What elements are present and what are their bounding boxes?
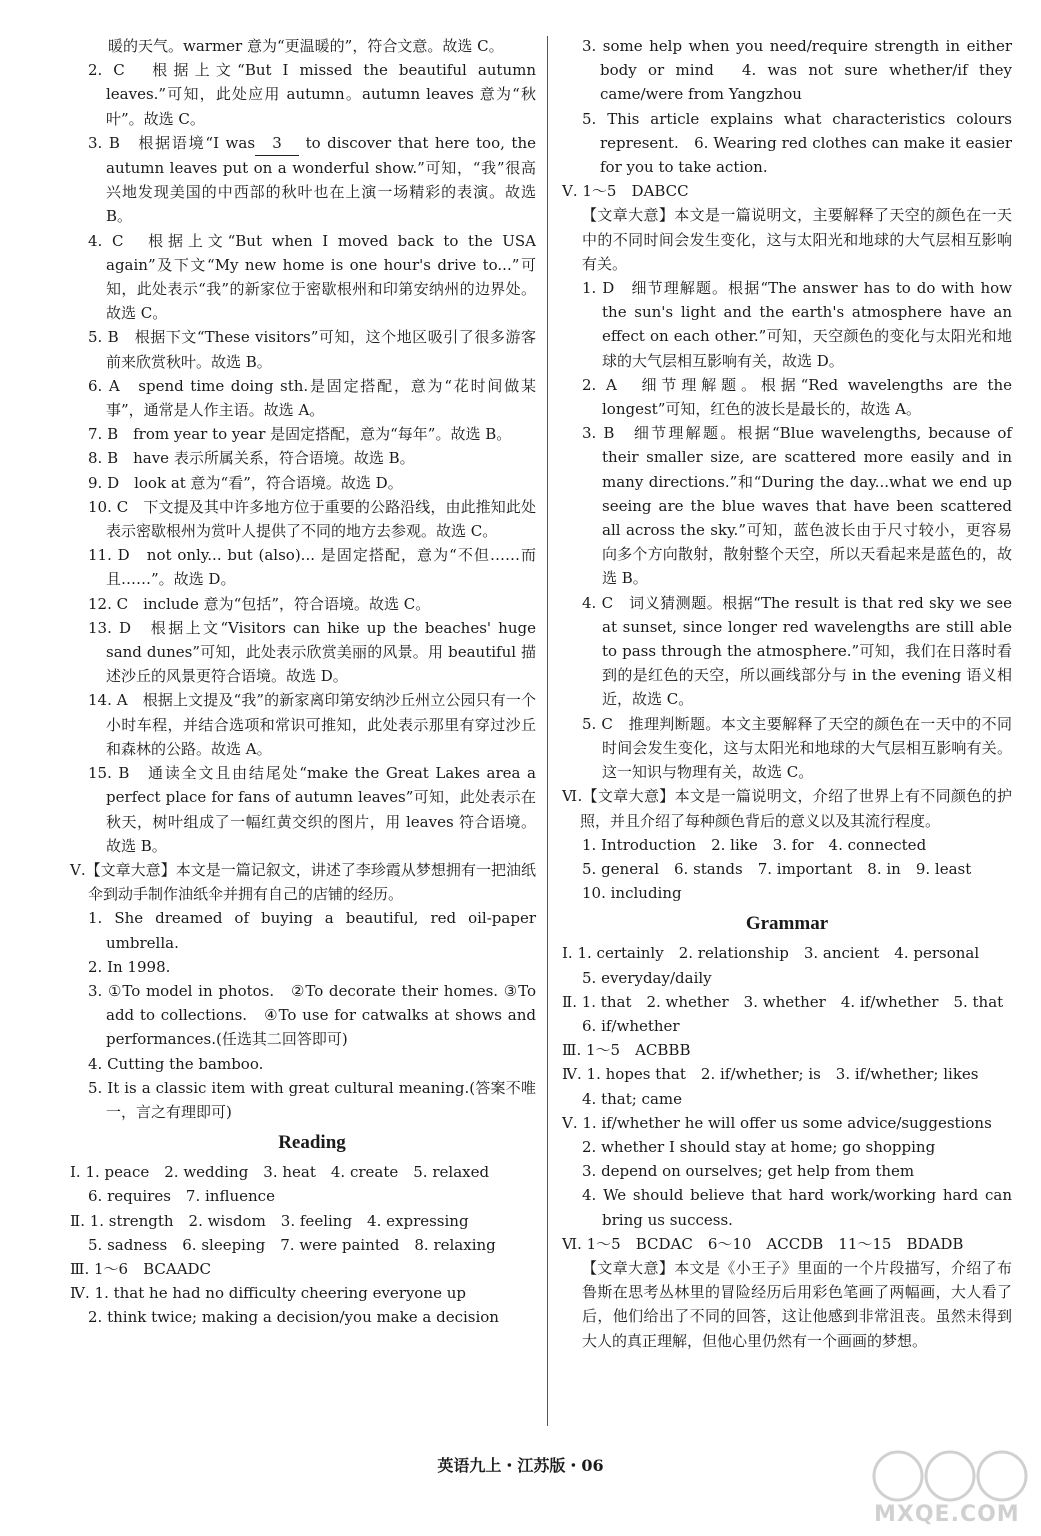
reading-vi-line-2: 5. general 6. stands 7. important 8. in 9. least xyxy=(582,859,972,878)
reading-ii-line-1: Ⅱ. 1. strength 2. wisdom 3. feeling 4. expressing xyxy=(70,1211,469,1230)
reading-vi-intro: Ⅵ.【文章大意】本文是一篇说明文，介绍了世界上有不同颜色的护照，并且介绍了每种颜色背后的意义以及其流行程度。 xyxy=(562,787,1012,830)
section-v-answer-1: 1. She dreamed of buying a beautiful, red oil-paper umbrella. xyxy=(88,909,536,952)
grammar-ii-line-2: 6. if/whether xyxy=(582,1016,680,1035)
reading-iii: Ⅲ. 1～6 BCAADC xyxy=(70,1259,212,1278)
reading-v-answer-3: 3. B 细节理解题。根据“Blue wavelengths, because of their smaller size, are scattered more easily and in many directions.”和“During the day...what we end up seeing are the blue waves that have been scattered all across the sky.”可知，蓝色波长由于尺寸较小，更容易向多个方向散射，散射整个天空，所以天看起来是蓝色的，故选 B。 xyxy=(582,424,1012,588)
section-v-answer-4: 4. Cutting the bamboo. xyxy=(88,1054,264,1073)
reading-vi-line-1: 1. Introduction 2. like 3. for 4. connected xyxy=(582,835,927,854)
answer-item-4: 4. C 根据上文“But when I moved back to the USA again”及下文“My new home is one hour's drive to...”可知，此处表示“我”的新家位于密歇根州和印第安纳州的边界处。故选 C。 xyxy=(88,231,536,323)
grammar-ii-line-1: Ⅱ. 1. that 2. whether 3. whether 4. if/whether 5. that xyxy=(562,992,1004,1011)
grammar-v-line-4: 4. We should believe that hard work/working hard can bring us success. xyxy=(582,1186,1012,1229)
watermark-logo xyxy=(870,1448,1030,1528)
answer-item-12: 12. C include 意为“包括”，符合语境。故选 C。 xyxy=(88,594,431,613)
answer-item-14: 14. A 根据上文提及“我”的新家离印第安纳沙丘州立公园只有一个小时车程，并结合选项和常识可推知，此处表示那里有穿过沙丘和森林的公路。故选 A。 xyxy=(88,691,536,758)
reading-iv-answer-3: 3. some help when you need/require strength in either body or mind 4. was not sure whether/if they came/were from Yangzhou xyxy=(582,37,1012,104)
answer-item-9: 9. D look at 意为“看”，符合语境。故选 D。 xyxy=(88,473,403,492)
section-v-answer-5: 5. It is a classic item with great cultural meaning.(答案不唯一，言之有理即可) xyxy=(88,1078,536,1121)
reading-iv-line-2: 2. think twice; making a decision/you make a decision xyxy=(88,1308,499,1327)
answer-item-2: 2. C 根据上文“But I missed the beautiful autumn leaves.”可知，此处应用 autumn。autumn leaves 意为“秋叶”。故选 C。 xyxy=(88,61,536,128)
answer-item-13: 13. D 根据上文“Visitors can hike up the beaches' huge sand dunes”可知，此处表示欣赏美丽的风景。用 beautiful 描述沙丘的风景更符合语境。故选 D。 xyxy=(88,618,536,686)
column-divider xyxy=(547,36,548,1426)
answer-text: to discover that here too, the autumn leaves put on a wonderful show.”可知，“我”很高兴地发现美国的中西部的秋叶也在上演一场精彩的表演。故选 B。 xyxy=(106,133,536,226)
blank-number: 3 xyxy=(255,131,299,156)
answer-item-3 xyxy=(88,131,536,229)
reading-heading: Reading xyxy=(278,1132,346,1154)
reading-i-line-2: 6. requires 7. influence xyxy=(88,1187,275,1206)
answer-item-5: 5. B 根据下文“These visitors”可知，这个地区吸引了很多游客前来欣赏秋叶。故选 B。 xyxy=(88,328,536,371)
left-column xyxy=(70,34,536,1330)
grammar-v-line-3: 3. depend on ourselves; get help from them xyxy=(582,1162,915,1181)
grammar-i-line-1: Ⅰ. 1. certainly 2. relationship 3. ancient 4. personal xyxy=(562,944,980,963)
answer-item-15: 15. B 通读全文且由结尾处“make the Great Lakes area a perfect place for fans of autumn leaves”可知，此处表示在秋天，树叶组成了一幅红黄交织的图片，用 leaves 符合语境。故选 B。 xyxy=(88,764,536,855)
section-v-answer-2: 2. In 1998. xyxy=(88,957,171,976)
reading-i-line-1: Ⅰ. 1. peace 2. wedding 3. heat 4. create 5. relaxed xyxy=(70,1163,490,1182)
reading-v-answer-2: 2. A 细节理解题。根据“Red wavelengths are the longest”可知，红色的波长是最长的，故选 A。 xyxy=(582,375,1012,419)
reading-v-answer-1: 1. D 细节理解题。根据“The answer has to do with how the sun's light and the earth's atmosphere have an effect on each other.”可知，天空颜色的变化与太阳光和地球的大气层相互影响有关，故选 D。 xyxy=(582,279,1012,370)
reading-iv-answer-5: 5. This article explains what characteristics colours represent. 6. Wearing red clothes can make it easier for you to take action. xyxy=(582,109,1012,177)
right-column xyxy=(562,34,1012,1353)
reading-v-answer-5: 5. C 推理判断题。本文主要解释了天空的颜色在一天中的不同时间会发生变化，这与太阳光和地球的大气层相互影响有关。这一知识与物理有关，故选 C。 xyxy=(582,714,1012,782)
answer-item-10: 10. C 下文提及其中许多地方位于重要的公路沿线，由此推知此处表示密歇根州为赏叶人提供了不同的地方去参观。故选 C。 xyxy=(88,497,536,541)
section-v-answer-3: 3. ①To model in photos. ②To decorate their homes. ③To add to collections. ④To use for catwalks at shows and performances.(任选其二回答即可) xyxy=(88,981,536,1049)
reading-v-answer-4: 4. C 词义猜测题。根据“The result is that red sky we see at sunset, since longer red wavelengths are still able to pass through the atmosphere.”可知，我们在日落时看到的是红色的天空，所以画线部分与 in the evening 语义相近，故选 C。 xyxy=(582,593,1012,709)
watermark-url: MXQE.COM xyxy=(874,1502,1020,1527)
reading-vi-line-3: 10. including xyxy=(582,884,682,903)
answer-item-11: 11. D not only... but (also)... 是固定搭配，意为“不但……而且……”。故选 D。 xyxy=(88,546,536,589)
section-v-intro: Ⅴ.【文章大意】本文是一篇记叙文，讲述了李珍霞从梦想拥有一把油纸伞到动手制作油纸伞并拥有自己的店铺的经历。 xyxy=(70,860,536,904)
watermark-badge-icon xyxy=(870,1448,1030,1504)
answer-item-8: 8. B have 表示所属关系，符合语境。故选 B。 xyxy=(88,449,415,468)
reading-v-intro: 【文章大意】本文是一篇说明文，主要解释了天空的颜色在一天中的不同时间会发生变化，这与太阳光和地球的大气层相互影响有关。 xyxy=(582,206,1012,273)
grammar-heading: Grammar xyxy=(745,913,829,935)
answer-item-6: 6. A spend time doing sth.是固定搭配，意为“花时间做某事”，通常是人作主语。故选 A。 xyxy=(88,376,536,420)
reading-ii-line-2: 5. sadness 6. sleeping 7. were painted 8. relaxing xyxy=(88,1235,496,1254)
grammar-iv-line-2: 4. that; came xyxy=(582,1089,683,1108)
grammar-iv-line-1: Ⅳ. 1. hopes that 2. if/whether; is 3. if/whether; likes xyxy=(562,1065,979,1084)
grammar-v-line-2: 2. whether I should stay at home; go shopping xyxy=(582,1137,936,1156)
grammar-vi-intro: 【文章大意】本文是《小王子》里面的一个片段描写，介绍了布鲁斯在思考丛林里的冒险经历后用彩色笔画了两幅画，大人看了后，他们给出了不同的回答，这让他感到非常沮丧。虽然未得到大人的真正理解，但他心里仍然有一个画画的梦想。 xyxy=(582,1258,1012,1350)
answer-item-7: 7. B from year to year 是固定搭配，意为“每年”。故选 B。 xyxy=(88,425,512,444)
page-footer: 英语九上・江苏版・06 xyxy=(437,1456,604,1475)
answer-paragraph: 暖的天气。warmer 意为“更温暖的”，符合文意。故选 C。 xyxy=(108,37,504,55)
answer-text: 3. B 根据语境“I was xyxy=(88,133,256,152)
grammar-v-line-1: Ⅴ. 1. if/whether he will offer us some advice/suggestions xyxy=(562,1113,992,1132)
reading-iv-line-1: Ⅳ. 1. that he had no difficulty cheering everyone up xyxy=(70,1284,467,1303)
grammar-iii: Ⅲ. 1～5 ACBBB xyxy=(562,1041,691,1060)
grammar-i-line-2: 5. everyday/daily xyxy=(582,968,712,987)
reading-v-head: Ⅴ. 1～5 DABCC xyxy=(562,182,689,201)
grammar-vi-head: Ⅵ. 1～5 BCDAC 6～10 ACCDB 11～15 BDADB xyxy=(562,1234,964,1253)
